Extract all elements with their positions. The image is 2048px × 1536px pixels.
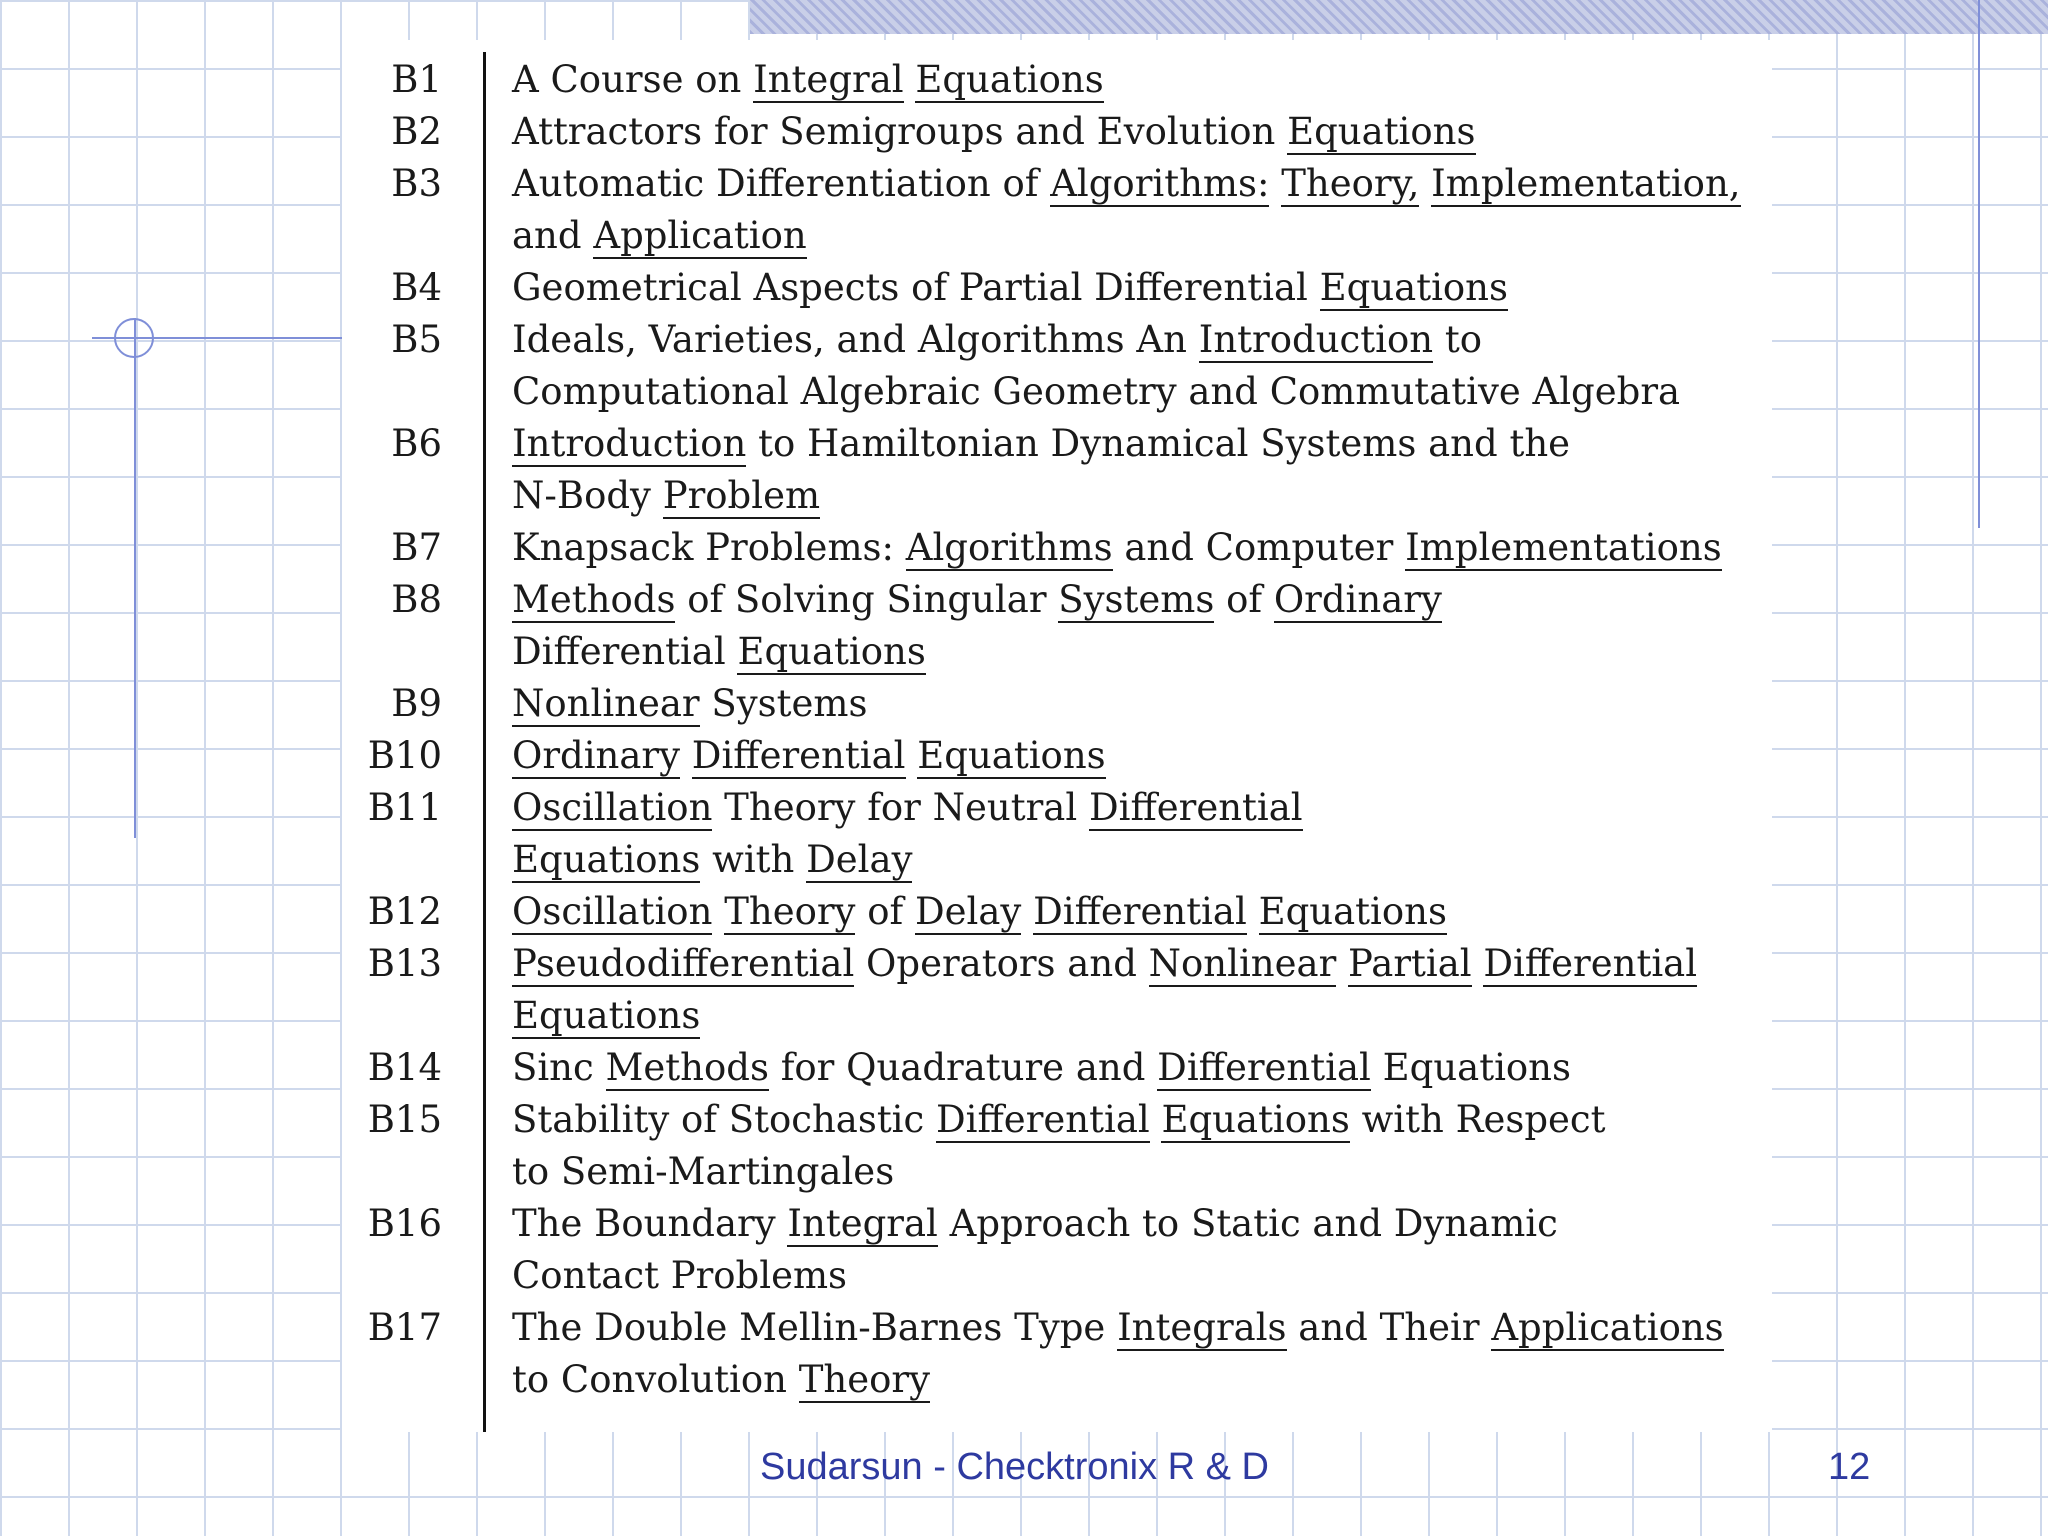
reference-code: B16 — [367, 1202, 442, 1245]
underlined-term: Application — [593, 214, 807, 257]
reference-title — [512, 522, 1722, 574]
underlined-term: Equations — [1287, 110, 1476, 153]
title-text — [1336, 942, 1348, 985]
title-line — [512, 574, 1442, 626]
title-text — [906, 734, 918, 777]
title-text: N-Body — [512, 474, 663, 517]
reference-code: B9 — [391, 682, 442, 725]
footer-author: Sudarsun - Checktronix R & D — [760, 1446, 1269, 1488]
title-line — [512, 418, 1570, 470]
underlined-term: Equations — [915, 58, 1104, 101]
underlined-term: Equations — [1161, 1098, 1350, 1141]
reference-title — [512, 1302, 1724, 1406]
reference-code: B4 — [391, 266, 442, 309]
reference-code: B13 — [367, 942, 442, 985]
title-text — [680, 734, 692, 777]
title-text — [1419, 162, 1431, 205]
underlined-term: Integral — [787, 1202, 938, 1245]
title-text — [904, 58, 916, 101]
column-divider — [483, 52, 486, 1432]
reference-list — [342, 40, 1772, 1432]
reference-title — [512, 1094, 1606, 1198]
underlined-term: Oscillation — [512, 786, 713, 829]
title-line — [512, 158, 1741, 210]
title-text: Computational Algebraic Geometry and Commutative Algebra — [512, 370, 1681, 413]
title-line — [512, 210, 1741, 262]
underlined-term: Equations — [917, 734, 1106, 777]
underlined-term: Introduction — [1198, 318, 1434, 361]
underlined-term: Differential — [691, 734, 906, 777]
reference-code: B8 — [391, 578, 442, 621]
title-line — [512, 886, 1447, 938]
underlined-term: Problem — [662, 474, 821, 517]
underlined-term: Introduction — [512, 422, 747, 465]
reference-title — [512, 1042, 1571, 1094]
title-text: Ideals, Varieties, and Algorithms An — [512, 318, 1199, 361]
reference-code: B17 — [367, 1306, 442, 1349]
reference-title — [512, 678, 867, 730]
reference-code: B14 — [367, 1046, 442, 1089]
title-text: Operators and — [854, 942, 1149, 985]
reference-title — [512, 782, 1303, 886]
title-line — [512, 54, 1104, 106]
title-line — [512, 1250, 1558, 1302]
reference-title — [512, 730, 1106, 782]
title-line — [512, 366, 1680, 418]
title-text: to Semi-Martingales — [512, 1150, 895, 1193]
underlined-term: Differential — [1157, 1046, 1371, 1089]
reference-code: B7 — [391, 526, 442, 569]
reference-title — [512, 886, 1447, 938]
underlined-term: Equations — [737, 630, 926, 673]
title-text — [1472, 942, 1484, 985]
underlined-term: Algorithms — [905, 526, 1113, 569]
underlined-term: Integral — [753, 58, 904, 101]
underlined-term: Equations — [1319, 266, 1509, 309]
reference-title — [512, 574, 1442, 678]
underlined-term: Applications — [1491, 1306, 1724, 1349]
title-line — [512, 106, 1476, 158]
underlined-term: Theory — [724, 890, 856, 933]
underlined-term: Pseudodifferential — [512, 942, 855, 985]
title-text: of — [855, 890, 915, 933]
underlined-term: Ordinary — [512, 734, 681, 777]
underlined-term: Differential — [936, 1098, 1150, 1141]
underlined-term: Methods — [605, 1046, 769, 1089]
underlined-term: Delay — [914, 890, 1022, 933]
title-text: Theory for Neutral — [712, 786, 1089, 829]
underlined-term: Partial — [1348, 942, 1472, 985]
underlined-term: Delay — [806, 838, 913, 881]
title-text: Differential — [512, 630, 738, 673]
underlined-term: Theory — [798, 1358, 931, 1401]
title-text: for Quadrature and — [768, 1046, 1158, 1089]
underlined-term: Theory, — [1281, 162, 1420, 205]
underlined-term: Equations — [512, 994, 701, 1037]
title-text: of — [1214, 578, 1274, 621]
title-line — [512, 1146, 1606, 1198]
title-text: with — [700, 838, 807, 881]
reference-code: B5 — [391, 318, 442, 361]
underlined-term: Equations — [512, 838, 701, 881]
underlined-term: Systems — [1058, 578, 1215, 621]
title-text: Automatic Differentiation of — [512, 162, 1051, 205]
underlined-term: Differential — [1033, 890, 1247, 933]
title-text: Approach to Static and Dynamic — [937, 1202, 1558, 1245]
decorative-vertical-line-left — [134, 318, 136, 838]
reference-title — [512, 158, 1741, 262]
title-text: with Respect — [1349, 1098, 1606, 1141]
title-text: to Hamiltonian Dynamical Systems and the — [746, 422, 1571, 465]
title-text: Knapsack Problems: — [512, 526, 906, 569]
underlined-term: Methods — [512, 578, 676, 621]
reference-code: B3 — [391, 162, 442, 205]
underlined-term: Implementations — [1405, 526, 1722, 569]
title-text: A Course on — [512, 58, 754, 101]
title-line — [512, 1042, 1571, 1094]
title-line — [512, 522, 1722, 574]
title-text — [712, 890, 724, 933]
title-text: The Double Mellin-Barnes Type — [512, 1306, 1118, 1349]
underlined-term: Implementation, — [1431, 162, 1741, 205]
decorative-vertical-line-right — [1978, 0, 1980, 528]
reference-title — [512, 1198, 1558, 1302]
reference-title — [512, 418, 1570, 522]
underlined-term: Integrals — [1117, 1306, 1287, 1349]
page-number: 12 — [1828, 1446, 1871, 1488]
title-line — [512, 470, 1570, 522]
underlined-term: Equations — [1258, 890, 1447, 933]
title-text: to Convolution — [512, 1358, 799, 1401]
title-text: and — [512, 214, 594, 257]
title-line — [512, 990, 1697, 1042]
reference-title — [512, 938, 1697, 1042]
title-text: Stability of Stochastic — [512, 1098, 937, 1141]
title-line — [512, 1354, 1724, 1406]
reference-code: B10 — [367, 734, 442, 777]
title-text: of Solving Singular — [675, 578, 1059, 621]
title-line — [512, 262, 1508, 314]
title-line — [512, 834, 1303, 886]
title-text: Sinc — [512, 1046, 606, 1089]
decorative-circle — [114, 318, 154, 358]
title-line — [512, 314, 1680, 366]
underlined-term: Differential — [1483, 942, 1698, 985]
title-line — [512, 678, 867, 730]
title-text: and Computer — [1112, 526, 1406, 569]
reference-code: B2 — [391, 110, 442, 153]
title-text: Geometrical Aspects of Partial Differential — [512, 266, 1320, 309]
underlined-term: Differential — [1088, 786, 1303, 829]
reference-code: B12 — [367, 890, 442, 933]
top-pattern-band — [750, 0, 2048, 34]
reference-code: B11 — [367, 786, 442, 829]
title-line — [512, 626, 1442, 678]
reference-title — [512, 106, 1476, 158]
title-line — [512, 1198, 1558, 1250]
title-text: and Their — [1286, 1306, 1492, 1349]
title-text: to — [1433, 318, 1482, 361]
underlined-term: Algorithms: — [1050, 162, 1270, 205]
title-text — [1269, 162, 1281, 205]
reference-title — [512, 262, 1508, 314]
underlined-term: Ordinary — [1273, 578, 1442, 621]
reference-code: B15 — [367, 1098, 442, 1141]
title-text: Systems — [699, 682, 868, 725]
title-text: Contact Problems — [512, 1254, 848, 1297]
reference-code: B6 — [391, 422, 442, 465]
underlined-term: Nonlinear — [512, 682, 700, 725]
title-text: Attractors for Semigroups and Evolution — [512, 110, 1288, 153]
title-line — [512, 938, 1697, 990]
title-text: The Boundary — [512, 1202, 788, 1245]
title-text — [1247, 890, 1259, 933]
title-text — [1150, 1098, 1162, 1141]
title-text: Equations — [1370, 1046, 1571, 1089]
title-line — [512, 730, 1106, 782]
underlined-term: Oscillation — [512, 890, 713, 933]
reference-title — [512, 314, 1680, 418]
title-line — [512, 1302, 1724, 1354]
title-line — [512, 1094, 1606, 1146]
reference-title — [512, 54, 1104, 106]
underlined-term: Nonlinear — [1148, 942, 1337, 985]
reference-code: B1 — [391, 58, 442, 101]
title-text — [1021, 890, 1033, 933]
title-line — [512, 782, 1303, 834]
